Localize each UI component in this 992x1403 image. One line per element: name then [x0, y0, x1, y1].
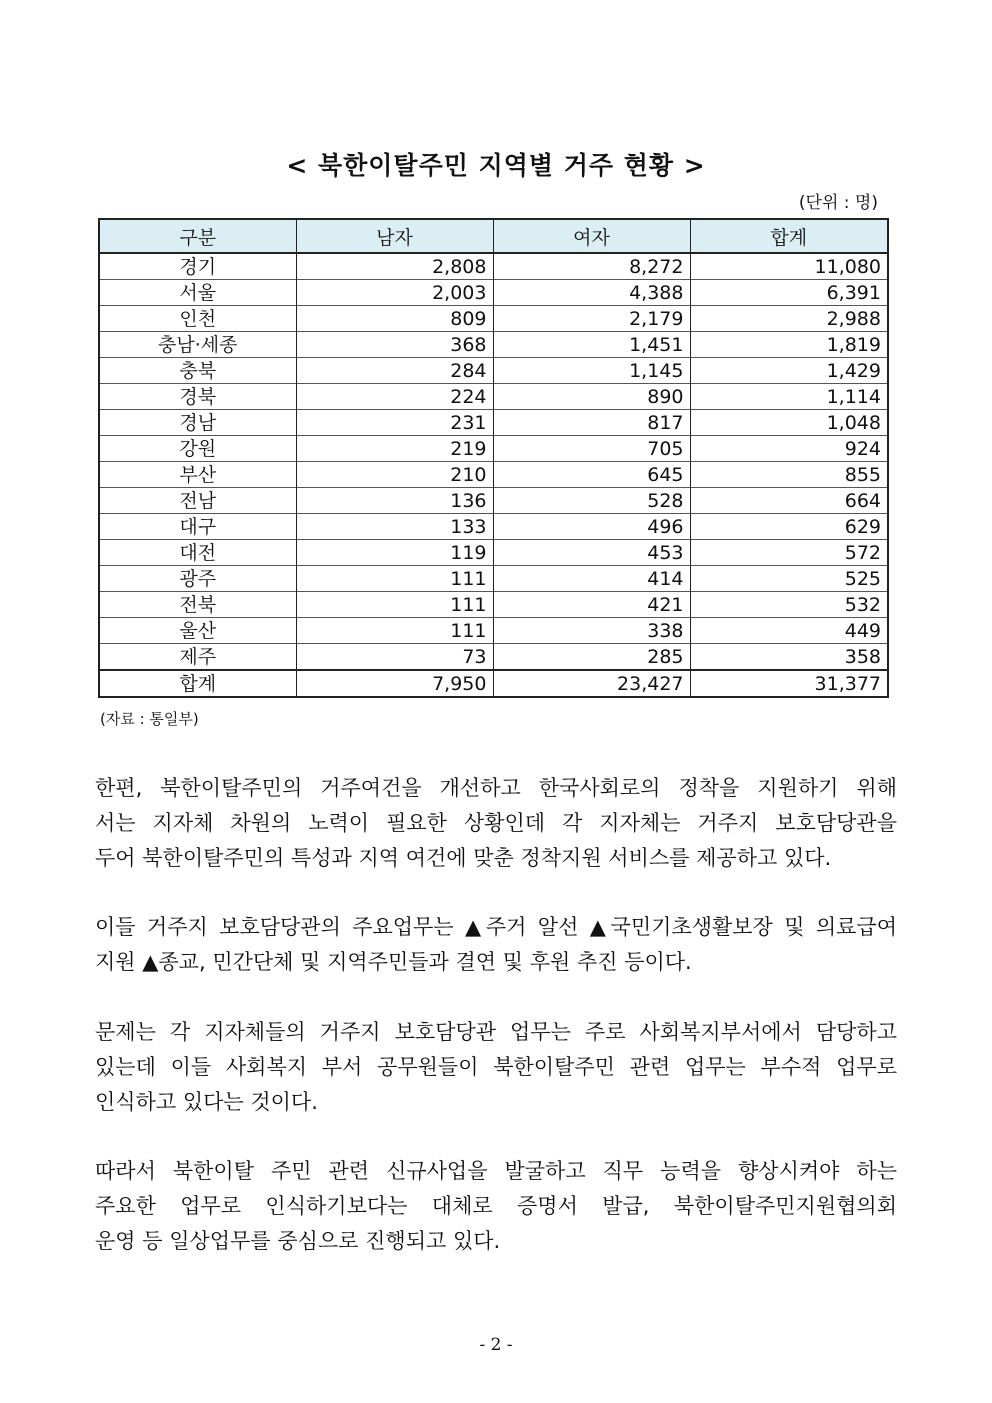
table-header-row — [99, 219, 888, 253]
paragraph-line: 주요한 업무로 인식하기보다는 대체로 증명서 발급, 북한이탈주민지원협의회 — [95, 1194, 897, 1218]
female-cell: 338 — [493, 618, 690, 644]
total-cell: 629 — [690, 514, 888, 540]
female-cell: 645 — [493, 462, 690, 488]
female-cell: 528 — [493, 488, 690, 514]
total-cell: 532 — [690, 592, 888, 618]
residence-table — [98, 218, 889, 698]
female-cell: 1,451 — [493, 332, 690, 358]
total-cell: 1,114 — [690, 384, 888, 410]
region-cell: 제주 — [99, 644, 296, 671]
total-female-cell: 23,427 — [493, 670, 690, 697]
female-cell: 285 — [493, 644, 690, 671]
male-cell: 2,003 — [296, 280, 493, 306]
paragraph-line: 이들 거주지 보호담당관의 주요업무는 ▲주거 알선 ▲국민기초생활보장 및 의료급여 — [95, 915, 897, 939]
total-cell: 855 — [690, 462, 888, 488]
paragraph-line: 운영 등 일상업무를 중심으로 진행되고 있다. — [95, 1229, 501, 1253]
table-row — [99, 644, 888, 671]
region-cell: 경북 — [99, 384, 296, 410]
total-cell: 358 — [690, 644, 888, 671]
female-cell: 890 — [493, 384, 690, 410]
male-cell: 809 — [296, 306, 493, 332]
paragraph-line: 한편, 북한이탈주민의 거주여건을 개선하고 한국사회로의 정착을 지원하기 위해 — [95, 776, 897, 800]
table-row — [99, 540, 888, 566]
total-cell: 449 — [690, 618, 888, 644]
total-cell: 924 — [690, 436, 888, 462]
header-male: 남자 — [296, 219, 493, 253]
region-cell: 서울 — [99, 280, 296, 306]
female-cell: 4,388 — [493, 280, 690, 306]
female-cell: 496 — [493, 514, 690, 540]
region-cell: 경남 — [99, 410, 296, 436]
paragraph-1 — [95, 771, 897, 876]
table-row — [99, 358, 888, 384]
table-row — [99, 253, 888, 280]
total-cell: 6,391 — [690, 280, 888, 306]
female-cell: 705 — [493, 436, 690, 462]
female-cell: 421 — [493, 592, 690, 618]
table-row — [99, 332, 888, 358]
table-total-row — [99, 670, 888, 697]
paragraph-3 — [95, 1015, 897, 1120]
table-row — [99, 306, 888, 332]
paragraph-4 — [95, 1154, 897, 1259]
male-cell: 284 — [296, 358, 493, 384]
region-cell: 경기 — [99, 253, 296, 280]
male-cell: 133 — [296, 514, 493, 540]
female-cell: 8,272 — [493, 253, 690, 280]
table-row — [99, 618, 888, 644]
male-cell: 119 — [296, 540, 493, 566]
region-cell: 충남·세종 — [99, 332, 296, 358]
total-label-cell: 합계 — [99, 670, 296, 697]
region-cell: 전남 — [99, 488, 296, 514]
male-cell: 210 — [296, 462, 493, 488]
region-cell: 광주 — [99, 566, 296, 592]
male-cell: 73 — [296, 644, 493, 671]
region-cell: 대전 — [99, 540, 296, 566]
female-cell: 817 — [493, 410, 690, 436]
table-row — [99, 436, 888, 462]
header-female: 여자 — [493, 219, 690, 253]
female-cell: 414 — [493, 566, 690, 592]
header-total: 합계 — [690, 219, 888, 253]
male-cell: 136 — [296, 488, 493, 514]
male-cell: 231 — [296, 410, 493, 436]
header-category: 구분 — [99, 219, 296, 253]
region-cell: 부산 — [99, 462, 296, 488]
region-cell: 울산 — [99, 618, 296, 644]
table-row — [99, 488, 888, 514]
region-cell: 대구 — [99, 514, 296, 540]
male-cell: 111 — [296, 592, 493, 618]
table-title: < 북한이탈주민 지역별 거주 현황 > — [286, 151, 706, 180]
total-cell: 11,080 — [690, 253, 888, 280]
paragraph-line: 있는데 이들 사회복지 부서 공무원들이 북한이탈주민 관련 업무는 부수적 업무로 — [95, 1055, 897, 1079]
paragraph-2 — [95, 910, 897, 980]
paragraph-line: 두어 북한이탈주민의 특성과 지역 여건에 맞춘 정착지원 서비스를 제공하고 있다. — [95, 846, 832, 870]
paragraph-line: 문제는 각 지자체들의 거주지 보호담당관 업무는 주로 사회복지부서에서 담당하고 — [95, 1020, 897, 1044]
male-cell: 111 — [296, 566, 493, 592]
table-row — [99, 410, 888, 436]
source-note: (자료 : 통일부) — [100, 710, 199, 728]
paragraph-line: 서는 지자체 차원의 노력이 필요한 상황인데 각 지자체는 거주지 보호담당관을 — [95, 811, 897, 835]
total-cell: 525 — [690, 566, 888, 592]
total-cell: 664 — [690, 488, 888, 514]
table-row — [99, 384, 888, 410]
total-cell: 1,819 — [690, 332, 888, 358]
male-cell: 368 — [296, 332, 493, 358]
paragraph-line: 지원 ▲종교, 민간단체 및 지역주민들과 결연 및 후원 추진 등이다. — [95, 950, 692, 974]
paragraph-line: 따라서 북한이탈 주민 관련 신규사업을 발굴하고 직무 능력을 향상시켜야 하는 — [95, 1159, 897, 1183]
female-cell: 1,145 — [493, 358, 690, 384]
page-number: - 2 - — [479, 1335, 513, 1355]
paragraph-line: 인식하고 있다는 것이다. — [95, 1090, 318, 1114]
grand-total-cell: 31,377 — [690, 670, 888, 697]
total-cell: 2,988 — [690, 306, 888, 332]
table-row — [99, 592, 888, 618]
female-cell: 2,179 — [493, 306, 690, 332]
region-cell: 강원 — [99, 436, 296, 462]
total-cell: 1,429 — [690, 358, 888, 384]
male-cell: 2,808 — [296, 253, 493, 280]
table-row — [99, 280, 888, 306]
region-cell: 인천 — [99, 306, 296, 332]
region-cell: 전북 — [99, 592, 296, 618]
total-cell: 1,048 — [690, 410, 888, 436]
total-male-cell: 7,950 — [296, 670, 493, 697]
total-cell: 572 — [690, 540, 888, 566]
table-row — [99, 566, 888, 592]
male-cell: 224 — [296, 384, 493, 410]
table-row — [99, 462, 888, 488]
female-cell: 453 — [493, 540, 690, 566]
male-cell: 219 — [296, 436, 493, 462]
table-row — [99, 514, 888, 540]
unit-label: (단위 : 명) — [798, 193, 878, 213]
male-cell: 111 — [296, 618, 493, 644]
region-cell: 충북 — [99, 358, 296, 384]
